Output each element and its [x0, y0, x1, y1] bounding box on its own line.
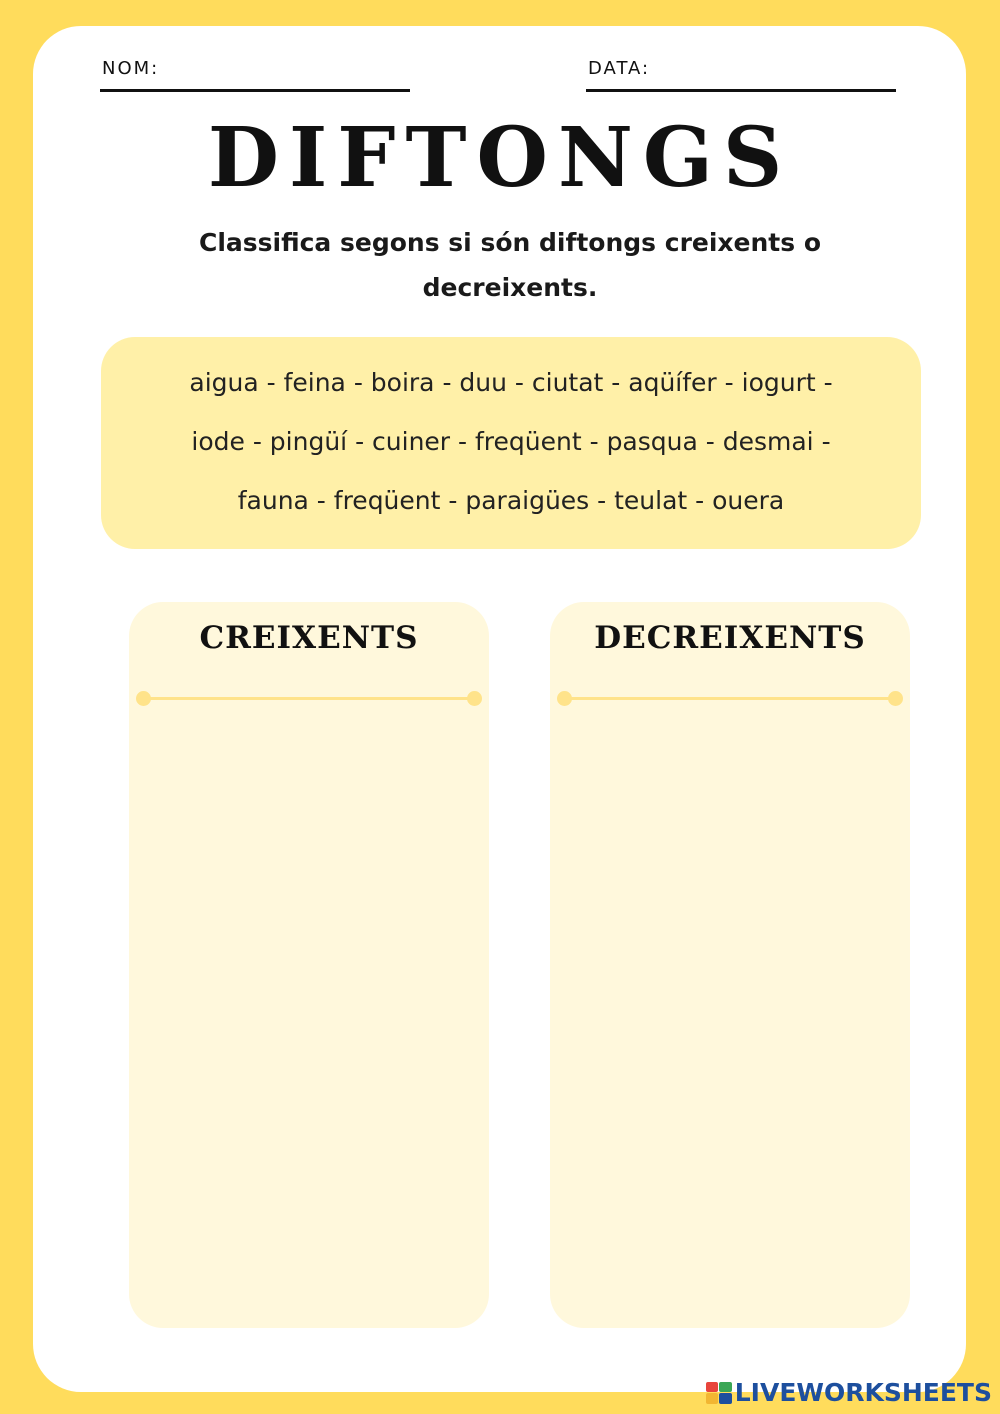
worksheet-title: DIFTONGS: [207, 110, 793, 206]
logo-square: [719, 1393, 732, 1404]
column-divider: [143, 697, 475, 700]
instruction-text: [150, 220, 870, 310]
creixents-drop-area[interactable]: [143, 712, 475, 1312]
word-bank: [101, 337, 921, 549]
logo-square: [719, 1382, 732, 1393]
liveworksheets-watermark: [706, 1378, 992, 1407]
logo-square: [706, 1382, 719, 1393]
logo-square: [706, 1393, 719, 1404]
column-heading-decreixents: DECREIXENTS: [594, 620, 866, 656]
liveworksheets-logo-icon: [706, 1382, 732, 1404]
name-field[interactable]: [100, 58, 410, 92]
decreixents-column: [550, 602, 910, 1328]
date-field[interactable]: [586, 58, 896, 92]
creixents-column: [129, 602, 489, 1328]
divider-dot: [467, 691, 482, 706]
divider-dot: [888, 691, 903, 706]
name-label: NOM:: [102, 58, 160, 79]
word-bank-line: fauna - freqüent - paraigües - teulat - ouera: [237, 486, 785, 515]
column-heading-creixents: CREIXENTS: [199, 620, 419, 656]
date-label: DATA:: [588, 58, 651, 79]
instruction-line-1: Classifica segons si són diftongs creixents o: [198, 228, 822, 257]
watermark-text: LIVEWORKSHEETS: [734, 1378, 992, 1407]
decreixents-drop-area[interactable]: [564, 712, 896, 1312]
word-bank-line: iode - pingüí - cuiner - freqüent - pasqua - desmai -: [191, 427, 831, 456]
instruction-line-2: decreixents.: [422, 273, 598, 302]
word-bank-line: aigua - feina - boira - duu - ciutat - aqüífer - iogurt -: [189, 368, 833, 397]
divider-dot: [557, 691, 572, 706]
column-divider: [564, 697, 896, 700]
divider-dot: [136, 691, 151, 706]
